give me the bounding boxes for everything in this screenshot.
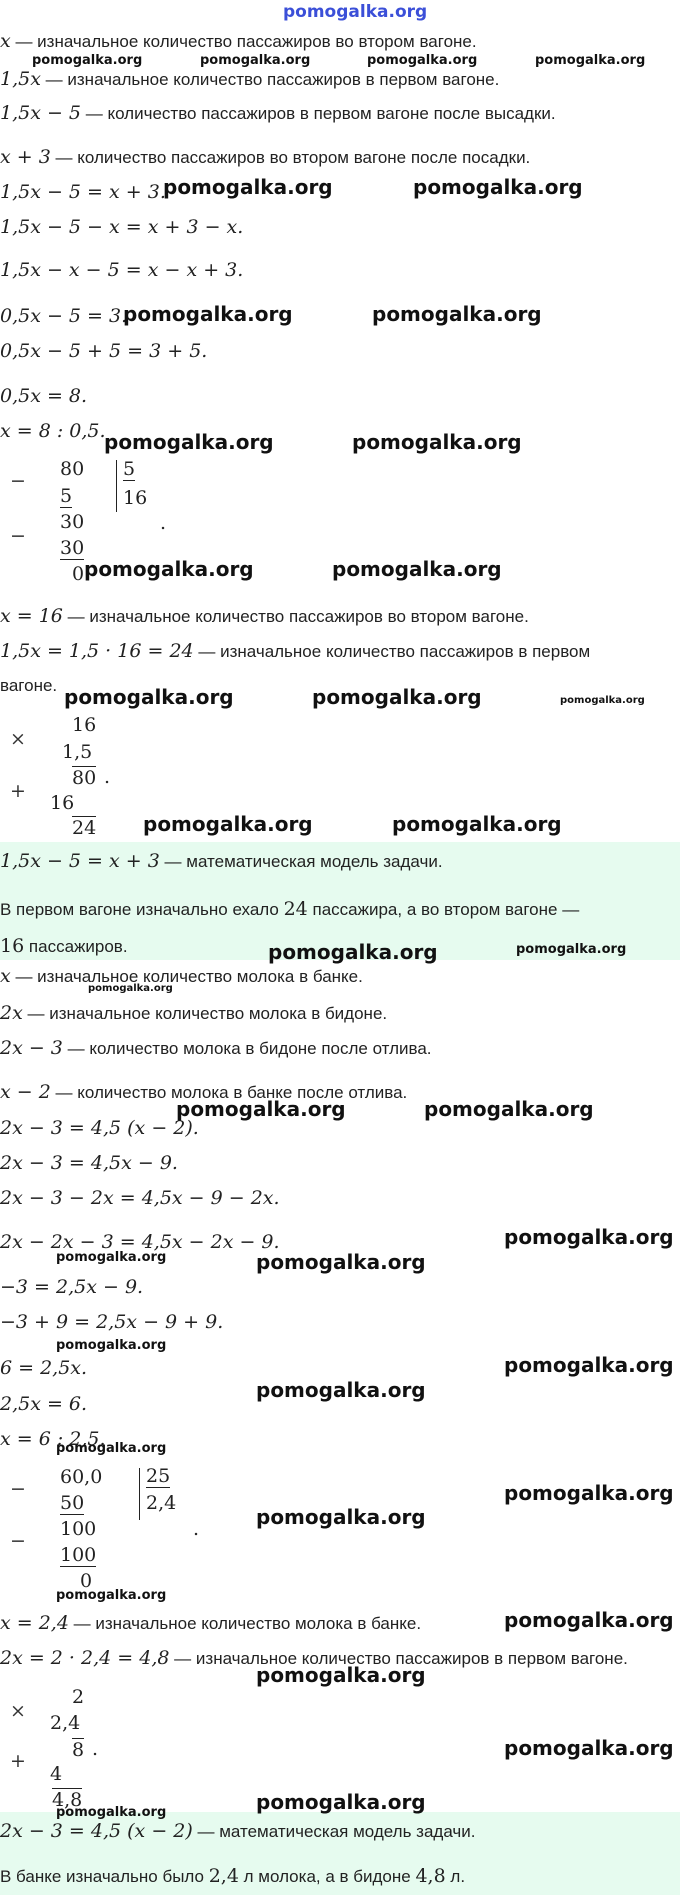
math: 2x − 3 [0,1037,63,1059]
text: — изначальное количество пассажиров в первом вагоне. [40,70,500,89]
minus-sign: − [10,1478,26,1500]
math: x [0,965,11,987]
watermark: pomogalka.org [516,942,627,957]
p1-line-2 [0,68,499,90]
math: x + 3 [0,146,51,168]
watermark: pomogalka.org [88,983,173,994]
watermark: pomogalka.org [84,557,254,581]
p2-answer [0,1865,465,1887]
text: В первом вагоне изначально ехало [0,900,284,919]
watermark: pomogalka.org [504,1736,674,1760]
quotient: 2,4 [146,1492,177,1514]
text: — изначальное количество пассажиров в первом [193,642,591,661]
p1-eq-2: 1,5x − 5 − x = x + 3 − x. [0,216,244,238]
watermark: pomogalka.org [256,1505,426,1529]
p2-model [0,1820,476,1842]
p1-line-1 [0,30,477,52]
watermark: pomogalka.org [352,430,522,454]
watermark: pomogalka.org [256,1250,426,1274]
p2-eq-7: 6 = 2,5x. [0,1357,88,1379]
product: 24 [72,817,97,839]
quotient: 16 [123,487,148,509]
watermark: pomogalka.org [256,1663,426,1687]
math: x = 16 [0,605,63,627]
watermark: pomogalka.org [56,1805,167,1820]
text: — количество молока в банке после отлива. [50,1083,408,1102]
minus-sign: − [10,1530,26,1552]
period: . [160,512,167,534]
text: л. [445,1867,466,1886]
p1-result-1 [0,605,529,627]
p2-eq-4: 2x − 2x − 3 = 4,5x − 2x − 9. [0,1231,280,1253]
remainder: 30 [60,511,85,533]
watermark: pomogalka.org [176,1097,346,1121]
watermark: pomogalka.org [372,302,542,326]
text: В банке изначально было [0,1867,209,1886]
subtrahend: 50 [60,1492,85,1514]
math: 1,5x − 5 = x + 3 [0,850,160,872]
subtrahend: 100 [60,1544,97,1566]
product: 4,8 [52,1789,83,1811]
watermark: pomogalka.org [504,1353,674,1377]
text: пассажиров. [24,937,128,956]
divisor: 25 [146,1465,171,1487]
p1-eq-3: 1,5x − x − 5 = x − x + 3. [0,259,244,281]
p1-model [0,850,443,872]
watermark: pomogalka.org [56,1250,167,1265]
p2-eq-9: x = 6 : 2,5. [0,1428,106,1450]
partial-2: 16 [50,792,75,814]
p1-result-2-cont: вагоне. [0,676,58,695]
subtrahend: 30 [60,537,85,559]
number: 4,8 [415,1865,446,1887]
minus-sign: − [10,470,26,492]
math: x − 2 [0,1081,51,1103]
subtrahend: 5 [60,485,73,507]
math: x [0,30,11,52]
p1-answer-line-2 [0,935,128,957]
factor-1: 2 [72,1686,85,1708]
p2-line-2 [0,1002,387,1024]
number: 24 [283,898,308,920]
p1-line-3 [0,102,556,124]
division-bar [139,1468,140,1520]
p1-eq-7: x = 8 : 0,5. [0,420,106,442]
math: 1,5x [0,68,41,90]
watermark: pomogalka.org [312,685,482,709]
math: 1,5x = 1,5 · 16 = 24 [0,640,194,662]
math: 1,5x − 5 [0,102,82,124]
final-remainder: 0 [72,563,85,585]
p1-eq-1: 1,5x − 5 = x + 3. [0,181,166,203]
period: . [193,1518,200,1540]
dividend: 80 [60,458,85,480]
watermark: pomogalka.org [32,53,143,68]
p1-eq-6: 0,5x = 8. [0,385,88,407]
times-sign: × [10,728,26,750]
p2-eq-8: 2,5x = 6. [0,1393,88,1415]
watermark: pomogalka.org [535,53,646,68]
watermark: pomogalka.org [332,557,502,581]
watermark: pomogalka.org [560,695,645,706]
watermark: pomogalka.org [256,1378,426,1402]
remainder: 100 [60,1518,97,1540]
p2-eq-2: 2x − 3 = 4,5x − 9. [0,1152,178,1174]
period: . [92,1738,99,1760]
site-logo[interactable]: pomogalka.org [283,2,428,22]
p2-line-1 [0,965,363,987]
watermark: pomogalka.org [64,685,234,709]
text: л молока, а в бидоне [238,1867,416,1886]
plus-sign: + [10,1750,26,1772]
watermark: pomogalka.org [256,1790,426,1814]
text: пассажира, а во втором вагоне — [307,900,580,919]
watermark: pomogalka.org [413,175,583,199]
text: — изначальное количество молока в банке. [68,1614,422,1633]
partial-2: 4 [50,1763,63,1785]
number: 16 [0,935,25,957]
watermark: pomogalka.org [367,53,478,68]
p2-eq-6: −3 + 9 = 2,5x − 9 + 9. [0,1311,224,1333]
period: . [104,766,111,788]
text: — изначальное количество пассажиров во втором вагоне. [62,607,529,626]
division-bar [116,460,117,512]
watermark: pomogalka.org [104,430,274,454]
partial-1: 80 [72,767,97,789]
p1-result-2 [0,640,590,662]
final-remainder: 0 [80,1570,93,1592]
p2-eq-5: −3 = 2,5x − 9. [0,1276,144,1298]
minus-sign: − [10,525,26,547]
p1-answer-line-1 [0,898,579,920]
math: x = 2,4 [0,1612,69,1634]
dividend: 60,0 [60,1466,103,1488]
watermark: pomogalka.org [268,940,438,964]
watermark: pomogalka.org [56,1588,167,1603]
math: 2x [0,1002,23,1024]
partial-1: 8 [72,1739,85,1761]
text: — математическая модель задачи. [159,852,443,871]
math: 2x = 2 · 2,4 = 4,8 [0,1647,170,1669]
text: — изначальное количество пассажиров в первом вагоне. [169,1649,628,1668]
p2-eq-3: 2x − 3 − 2x = 4,5x − 9 − 2x. [0,1187,280,1209]
p2-eq-1: 2x − 3 = 4,5 (x − 2). [0,1117,199,1139]
divisor: 5 [123,458,136,480]
p1-eq-5: 0,5x − 5 + 5 = 3 + 5. [0,340,208,362]
watermark: pomogalka.org [504,1608,674,1632]
text: — количество пассажиров в первом вагоне после высадки. [81,104,556,123]
text: — изначальное количество пассажиров во втором вагоне. [10,32,477,51]
p1-eq-4: 0,5x − 5 = 3. [0,305,128,327]
factor-2: 2,4 [50,1712,81,1734]
watermark: pomogalka.org [123,302,293,326]
factor-2: 1,5 [62,741,93,763]
watermark: pomogalka.org [143,812,313,836]
watermark: pomogalka.org [504,1481,674,1505]
watermark: pomogalka.org [56,1338,167,1353]
p1-line-4 [0,146,530,168]
watermark: pomogalka.org [392,812,562,836]
text: — количество пассажиров во втором вагоне после посадки. [50,148,531,167]
p2-result-1 [0,1612,421,1634]
watermark: pomogalka.org [424,1097,594,1121]
watermark: pomogalka.org [504,1225,674,1249]
times-sign: × [10,1700,26,1722]
p2-line-3 [0,1037,432,1059]
factor-1: 16 [72,714,97,736]
watermark: pomogalka.org [56,1441,167,1456]
watermark: pomogalka.org [163,175,333,199]
text: — изначальное количество молока в банке. [10,967,363,986]
math: 2x − 3 = 4,5 (x − 2) [0,1820,193,1842]
watermark: pomogalka.org [200,53,311,68]
plus-sign: + [10,780,26,802]
text: — математическая модель задачи. [192,1822,476,1841]
text: — изначальное количество молока в бидоне. [22,1004,388,1023]
text: — количество молока в бидоне после отлива. [62,1039,432,1058]
number: 2,4 [208,1865,239,1887]
